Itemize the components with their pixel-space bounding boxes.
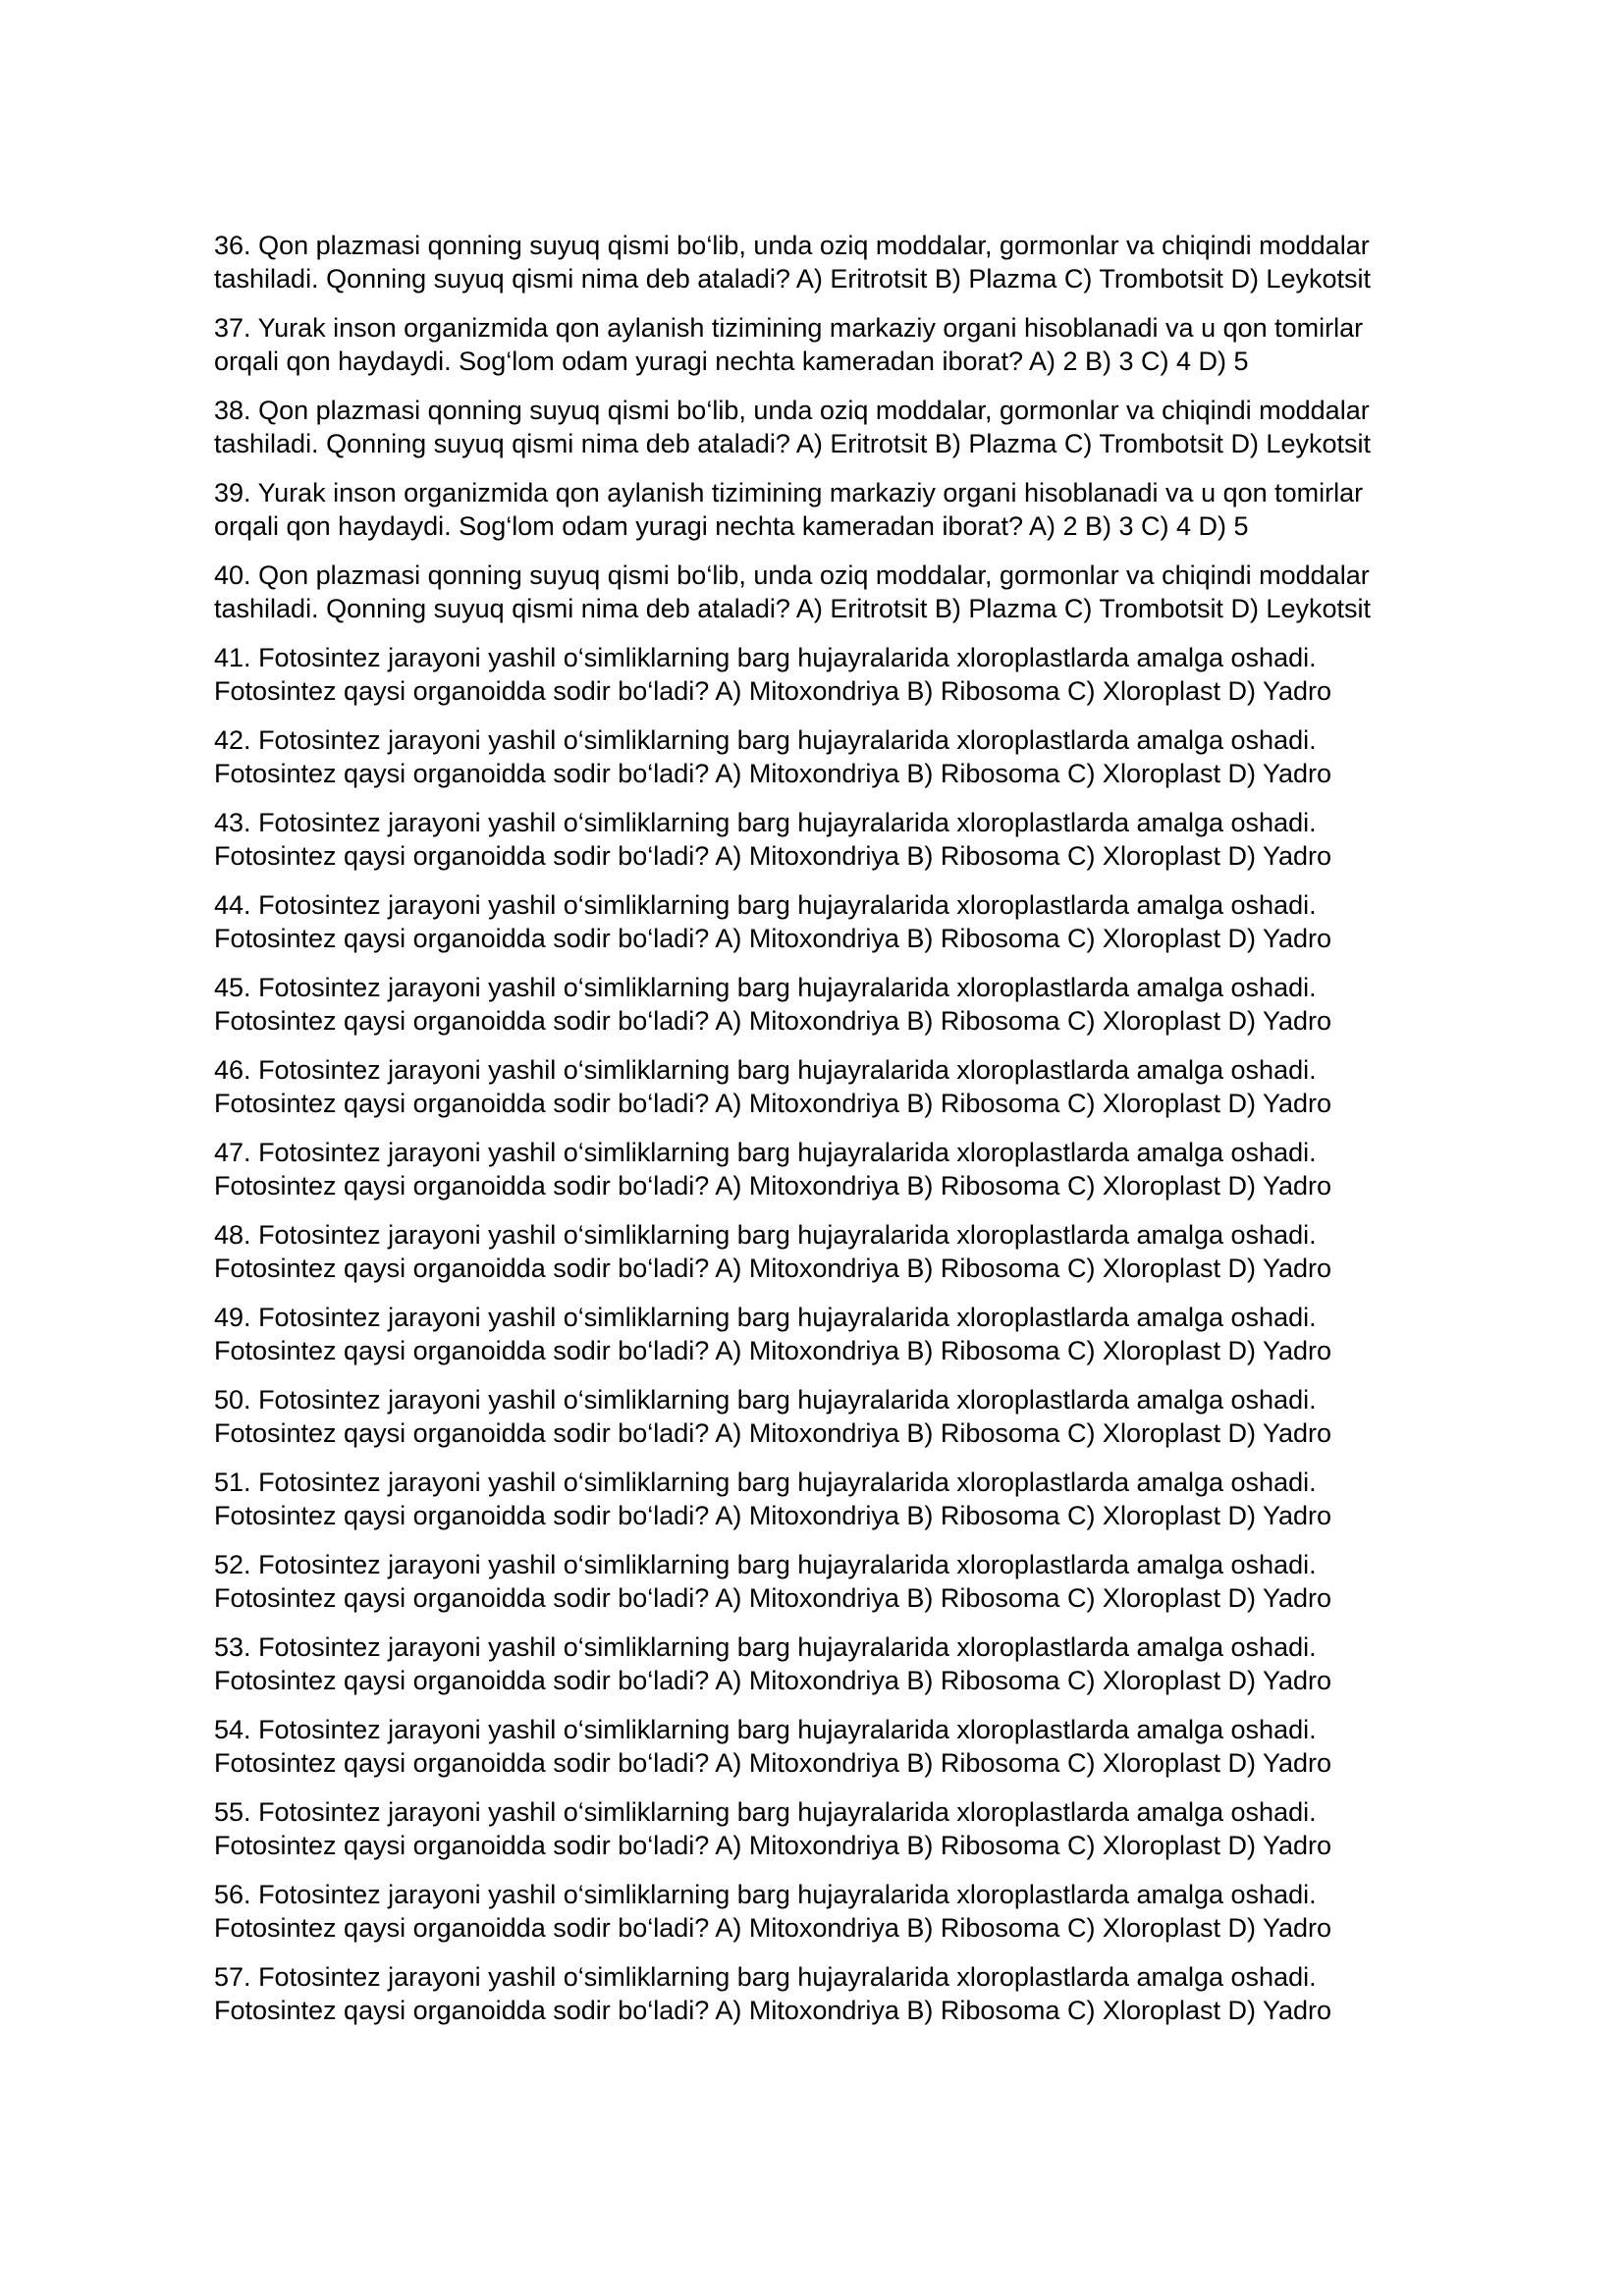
- question-37: [214, 312, 1432, 378]
- question-36: [214, 230, 1432, 295]
- question-text-line-2: Fotosintez qaysi organoidda sodir bo‘ladi? A) Mitoxondriya B) Ribosoma C) Xloroplast D) Yadro: [214, 1830, 1332, 1860]
- question-38: [214, 395, 1432, 460]
- question-number: 56.: [214, 1880, 251, 1909]
- question-46: [214, 1054, 1432, 1120]
- question-number: 54.: [214, 1715, 251, 1744]
- question-57: [214, 1961, 1432, 2027]
- question-text-line-2: Fotosintez qaysi organoidda sodir bo‘ladi? A) Mitoxondriya B) Ribosoma C) Xloroplast D) Yadro: [214, 1088, 1332, 1118]
- question-text-line-2: orqali qon haydaydi. Sog‘lom odam yuragi nechta kameradan iborat? A) 2 B) 3 C) 4 D) 5: [214, 346, 1249, 376]
- question-text-line-1: Fotosintez jarayoni yashil o‘simliklarning barg hujayralarida xloroplastlarda amalga oshadi.: [258, 973, 1317, 1002]
- question-number: 40.: [214, 561, 251, 590]
- question-number: 49.: [214, 1303, 251, 1332]
- question-text-line-1: Fotosintez jarayoni yashil o‘simliklarning barg hujayralarida xloroplastlarda amalga oshadi.: [258, 1797, 1317, 1827]
- question-54: [214, 1714, 1432, 1780]
- question-text-line-1: Fotosintez jarayoni yashil o‘simliklarning barg hujayralarida xloroplastlarda amalga oshadi.: [258, 1550, 1317, 1579]
- question-text-line-2: Fotosintez qaysi organoidda sodir bo‘ladi? A) Mitoxondriya B) Ribosoma C) Xloroplast D) Yadro: [214, 758, 1332, 788]
- question-49: [214, 1302, 1432, 1367]
- question-56: [214, 1879, 1432, 1945]
- question-text-line-2: Fotosintez qaysi organoidda sodir bo‘ladi? A) Mitoxondriya B) Ribosoma C) Xloroplast D) Yadro: [214, 1417, 1332, 1448]
- question-43: [214, 807, 1432, 873]
- question-text-line-1: Fotosintez jarayoni yashil o‘simliklarning barg hujayralarida xloroplastlarda amalga oshadi.: [258, 725, 1317, 755]
- question-41: [214, 642, 1432, 708]
- question-48: [214, 1219, 1432, 1285]
- question-53: [214, 1631, 1432, 1697]
- question-number: 55.: [214, 1797, 251, 1827]
- question-text-line-1: Fotosintez jarayoni yashil o‘simliklarning barg hujayralarida xloroplastlarda amalga oshadi.: [258, 1880, 1317, 1909]
- question-44: [214, 889, 1432, 955]
- question-42: [214, 724, 1432, 790]
- question-text-line-1: Fotosintez jarayoni yashil o‘simliklarning barg hujayralarida xloroplastlarda amalga oshadi.: [258, 1715, 1317, 1744]
- question-text-line-2: Fotosintez qaysi organoidda sodir bo‘ladi? A) Mitoxondriya B) Ribosoma C) Xloroplast D) Yadro: [214, 1995, 1332, 2025]
- question-text-line-1: Qon plazmasi qonning suyuq qismi bo‘lib, unda oziq moddalar, gormonlar va chiqindi moddalar: [258, 231, 1370, 260]
- question-text-line-2: Fotosintez qaysi organoidda sodir bo‘ladi? A) Mitoxondriya B) Ribosoma C) Xloroplast D) Yadro: [214, 1170, 1332, 1201]
- question-number: 52.: [214, 1550, 251, 1579]
- question-text-line-1: Fotosintez jarayoni yashil o‘simliklarning barg hujayralarida xloroplastlarda amalga oshadi.: [258, 1303, 1317, 1332]
- question-text-line-1: Qon plazmasi qonning suyuq qismi bo‘lib, unda oziq moddalar, gormonlar va chiqindi moddalar: [258, 561, 1370, 590]
- question-text-line-2: Fotosintez qaysi organoidda sodir bo‘ladi? A) Mitoxondriya B) Ribosoma C) Xloroplast D) Yadro: [214, 1253, 1332, 1283]
- question-number: 43.: [214, 808, 251, 837]
- question-text-line-1: Fotosintez jarayoni yashil o‘simliklarning barg hujayralarida xloroplastlarda amalga oshadi.: [258, 1138, 1317, 1167]
- question-number: 41.: [214, 643, 251, 672]
- question-text-line-2: Fotosintez qaysi organoidda sodir bo‘ladi? A) Mitoxondriya B) Ribosoma C) Xloroplast D) Yadro: [214, 1500, 1332, 1530]
- question-text-line-1: Fotosintez jarayoni yashil o‘simliklarning barg hujayralarida xloroplastlarda amalga oshadi.: [258, 1220, 1317, 1250]
- question-list: [214, 230, 1432, 2044]
- question-number: 57.: [214, 1962, 251, 1992]
- question-text-line-2: Fotosintez qaysi organoidda sodir bo‘ladi? A) Mitoxondriya B) Ribosoma C) Xloroplast D) Yadro: [214, 1582, 1332, 1613]
- question-text-line-1: Yurak inson organizmida qon aylanish tizimining markaziy organi hisoblanadi va u qon tomirlar: [257, 478, 1364, 507]
- question-45: [214, 972, 1432, 1038]
- question-text-line-1: Fotosintez jarayoni yashil o‘simliklarning barg hujayralarida xloroplastlarda amalga oshadi.: [258, 643, 1317, 672]
- question-text-line-1: Fotosintez jarayoni yashil o‘simliklarning barg hujayralarida xloroplastlarda amalga oshadi.: [258, 1632, 1317, 1662]
- question-number: 50.: [214, 1385, 251, 1415]
- question-39: [214, 477, 1432, 543]
- question-text-line-2: Fotosintez qaysi organoidda sodir bo‘ladi? A) Mitoxondriya B) Ribosoma C) Xloroplast D) Yadro: [214, 1912, 1332, 1943]
- question-text-line-2: Fotosintez qaysi organoidda sodir bo‘ladi? A) Mitoxondriya B) Ribosoma C) Xloroplast D) Yadro: [214, 1005, 1332, 1036]
- question-text-line-2: Fotosintez qaysi organoidda sodir bo‘ladi? A) Mitoxondriya B) Ribosoma C) Xloroplast D) Yadro: [214, 1665, 1332, 1695]
- question-number: 51.: [214, 1468, 251, 1497]
- question-number: 39.: [214, 478, 251, 507]
- question-40: [214, 560, 1432, 625]
- question-text-line-1: Fotosintez jarayoni yashil o‘simliklarning barg hujayralarida xloroplastlarda amalga oshadi.: [258, 808, 1317, 837]
- question-text-line-1: Qon plazmasi qonning suyuq qismi bo‘lib, unda oziq moddalar, gormonlar va chiqindi moddalar: [258, 396, 1370, 425]
- question-text-line-2: Fotosintez qaysi organoidda sodir bo‘ladi? A) Mitoxondriya B) Ribosoma C) Xloroplast D) Yadro: [214, 1335, 1332, 1365]
- question-number: 36.: [214, 231, 251, 260]
- question-text-line-2: Fotosintez qaysi organoidda sodir bo‘ladi? A) Mitoxondriya B) Ribosoma C) Xloroplast D) Yadro: [214, 675, 1332, 706]
- question-number: 53.: [214, 1632, 251, 1662]
- question-number: 37.: [214, 313, 251, 343]
- question-text-line-2: tashiladi. Qonning suyuq qismi nima deb ataladi? A) Eritrotsit B) Plazma C) Trombotsit D) Leykotsit: [214, 593, 1371, 623]
- question-text-line-1: Fotosintez jarayoni yashil o‘simliklarning barg hujayralarida xloroplastlarda amalga oshadi.: [258, 1468, 1317, 1497]
- question-number: 45.: [214, 973, 251, 1002]
- question-text-line-2: Fotosintez qaysi organoidda sodir bo‘ladi? A) Mitoxondriya B) Ribosoma C) Xloroplast D) Yadro: [214, 840, 1332, 871]
- question-text-line-1: Fotosintez jarayoni yashil o‘simliklarning barg hujayralarida xloroplastlarda amalga oshadi.: [258, 890, 1317, 920]
- question-number: 42.: [214, 725, 251, 755]
- question-text-line-1: Fotosintez jarayoni yashil o‘simliklarning barg hujayralarida xloroplastlarda amalga oshadi.: [258, 1385, 1317, 1415]
- question-text-line-1: Fotosintez jarayoni yashil o‘simliklarning barg hujayralarida xloroplastlarda amalga oshadi.: [258, 1962, 1317, 1992]
- question-text-line-2: tashiladi. Qonning suyuq qismi nima deb ataladi? A) Eritrotsit B) Plazma C) Trombotsit D) Leykotsit: [214, 263, 1371, 294]
- question-number: 46.: [214, 1055, 251, 1085]
- question-number: 48.: [214, 1220, 251, 1250]
- question-text-line-2: orqali qon haydaydi. Sog‘lom odam yuragi nechta kameradan iborat? A) 2 B) 3 C) 4 D) 5: [214, 510, 1249, 541]
- question-text-line-1: Yurak inson organizmida qon aylanish tizimining markaziy organi hisoblanadi va u qon tomirlar: [257, 313, 1364, 343]
- question-text-line-2: Fotosintez qaysi organoidda sodir bo‘ladi? A) Mitoxondriya B) Ribosoma C) Xloroplast D) Yadro: [214, 1747, 1332, 1778]
- question-text-line-2: Fotosintez qaysi organoidda sodir bo‘ladi? A) Mitoxondriya B) Ribosoma C) Xloroplast D) Yadro: [214, 923, 1332, 953]
- question-number: 44.: [214, 890, 251, 920]
- question-55: [214, 1796, 1432, 1862]
- question-text-line-1: Fotosintez jarayoni yashil o‘simliklarning barg hujayralarida xloroplastlarda amalga oshadi.: [258, 1055, 1317, 1085]
- question-52: [214, 1549, 1432, 1615]
- question-50: [214, 1384, 1432, 1450]
- question-number: 47.: [214, 1138, 251, 1167]
- question-number: 38.: [214, 396, 251, 425]
- question-51: [214, 1467, 1432, 1532]
- question-47: [214, 1137, 1432, 1202]
- question-text-line-2: tashiladi. Qonning suyuq qismi nima deb ataladi? A) Eritrotsit B) Plazma C) Trombotsit D) Leykotsit: [214, 428, 1371, 458]
